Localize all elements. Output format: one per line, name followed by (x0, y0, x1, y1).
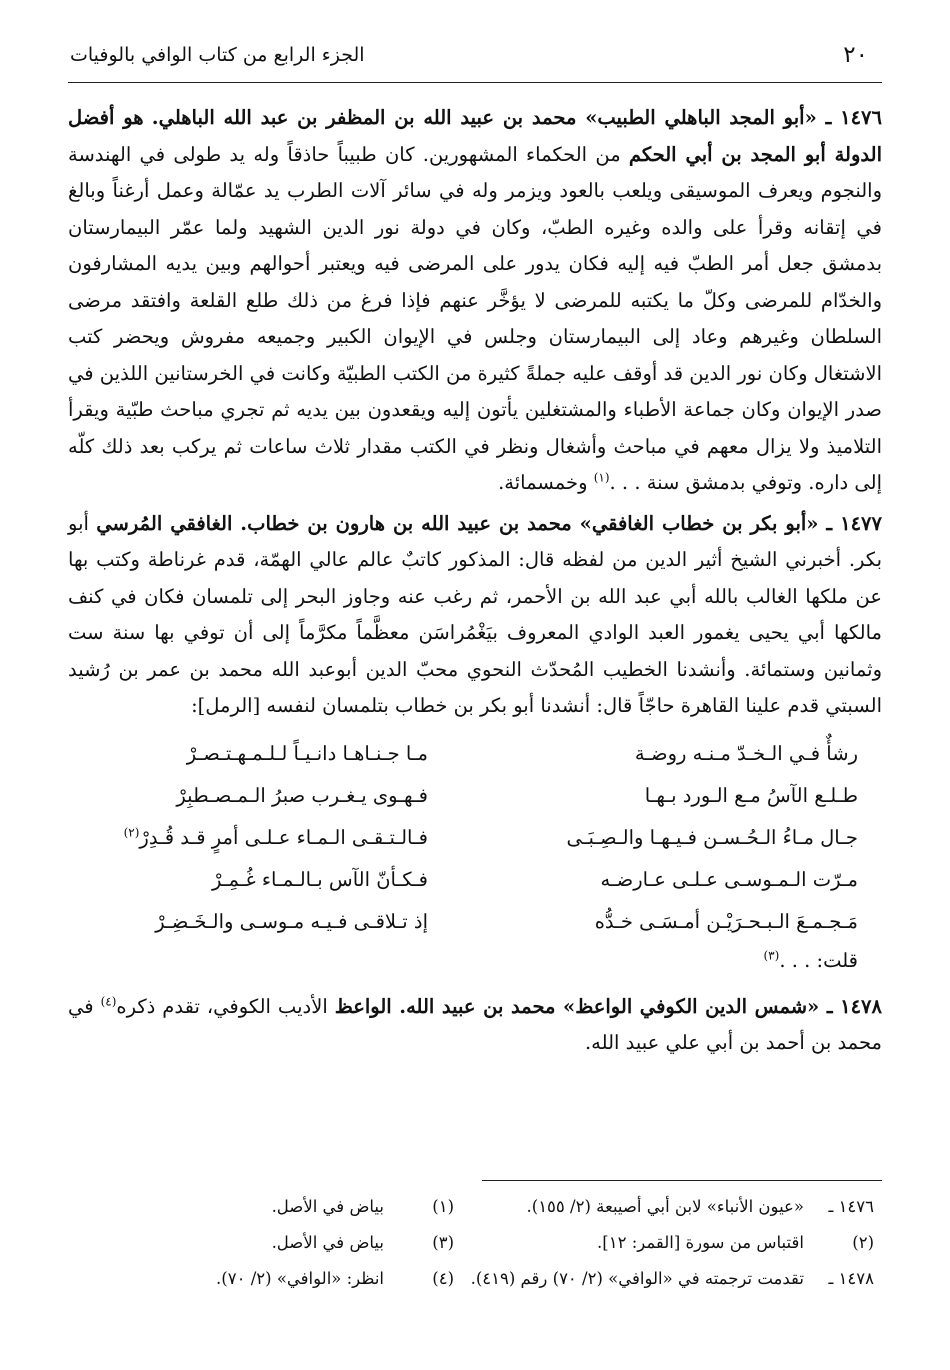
verse (68, 817, 882, 859)
footnote-text: تقدمت ترجمته في «الوافي» (٢/ ٧٠) رقم (٤١٩). (470, 1268, 804, 1288)
footnote (462, 1233, 882, 1252)
page-body (68, 100, 882, 1062)
footnotes (68, 1188, 882, 1296)
footnote (68, 1233, 462, 1252)
verse (68, 901, 882, 943)
footnote-text: انظر: «الوافي» (٢/ ٧٠). (216, 1268, 384, 1288)
poem (68, 733, 882, 979)
footnote-separator (482, 1180, 882, 1181)
footnote-number: (١) (432, 1196, 454, 1216)
page-header (68, 38, 882, 83)
hemistich-text: فـالـتـقـى الـمـاء عـلـى أمرٍ قـد قُـدِرْ (139, 826, 428, 849)
entry-bold-text: هو أفضل الدولة أبو المجد بن أبي الحكم (68, 106, 882, 166)
entry-text-end: وخمسمائة. (498, 471, 588, 494)
verse-first-hemistich: جـال مـاءُ الـحُـسـن فـيـهـا والـصِـبَـى (566, 826, 858, 849)
entry-1476 (68, 100, 882, 502)
footnote-row (68, 1260, 882, 1296)
entry-text-end: في محمد بن أحمد بن أبي علي عبيد الله. (68, 994, 882, 1054)
footnote-number: (٢) (852, 1232, 874, 1252)
verse (68, 733, 882, 775)
footnote (68, 1197, 462, 1216)
entry-1477 (68, 506, 882, 725)
verse-first-hemistich: طـلـع الآسُ مـع الـورد بـهـا (644, 784, 858, 807)
entry-heading: ١٤٧٨ ـ «شمس الدين الكوفي الواعظ» محمد بن عبيد الله. الواعظ (334, 994, 882, 1018)
running-title: الجزء الرابع من كتاب الوافي بالوفيات (70, 44, 365, 66)
footnote-number: ١٤٧٨ ـ (828, 1268, 874, 1288)
entry-heading: ١٤٧٦ ـ «أبو المجد الباهلي الطبيب» محمد بن عبيد الله بن المظفر بن عبد الله الباهلي. (151, 106, 882, 129)
verse-second-hemistich: فـكـأنّ الآس بـالـمـاء غُـمِـرْ (212, 868, 428, 891)
footnote-text: بياض في الأصل. (271, 1232, 384, 1252)
entry-1478 (68, 989, 882, 1062)
entry-text: أبو بكر. أخبرني الشيخ أثير الدين من لفظه قال: المذكور كاتبٌ عالم عالي الهمّة، قدم غرناطة وكتب بها عن ملكها الغالب بالله أبي عبد الله بن الأحمر، ثم رغب عنه وجاوز البحر إلى تلمسان فكان في كنف مالكها أبي يحيى يغمور العبد الوادي المعروف بيَغْمُراسَن معظَّماً مكرَّماً إلى أن توفي بها سنة ست وثمانين وستمائة. وأنشدنا الخطيب المُحدّث النحوي محبّ الدين أبوعبد الله محمد بن عمر بن رُشيد السبتي قدم علينا القاهرة حاجّاً قال: أنشدنا أبو بكر بن خطاب بتلمسان لنفسه [الرمل]: (68, 511, 882, 717)
entry-heading: ١٤٧٧ ـ «أبو بكر بن خطاب الغافقي» محمد بن عبيد الله بن هارون بن خطاب. الغافقي المُرسي (96, 511, 882, 535)
footnote-row (68, 1224, 882, 1260)
footnote (68, 1269, 462, 1288)
footnote-number: ١٤٧٦ ـ (828, 1196, 874, 1216)
footnote-row (68, 1188, 882, 1224)
footnote-number: (٤) (432, 1268, 454, 1288)
qult-text: قلت: . . . (779, 948, 858, 972)
footnote-ref: (٢) (123, 825, 140, 840)
footnote-ref: (٣) (763, 948, 780, 962)
verse (68, 859, 882, 901)
verse-second-hemistich: مـا جـنـاهـا دانـيـاً لـلـمـهـتـصـرْ (186, 742, 428, 765)
qult-line (68, 943, 882, 979)
verse-second-hemistich (68, 826, 498, 849)
page-number: ٢٠ (843, 42, 868, 68)
verse-first-hemistich: مـرّت الـمـوسـى عـلـى عـارضـه (600, 868, 858, 891)
footnote-ref: (٤) (100, 994, 117, 1008)
verse (68, 775, 882, 817)
footnote-text: «عيون الأنباء» لابن أبي أصيبعة (٢/ ١٥٥). (526, 1196, 804, 1216)
verse-second-hemistich: إذ تـلاقـى فـيـه مـوسـى والـخَـضِـرْ (155, 910, 428, 933)
footnote-text: بياض في الأصل. (271, 1196, 384, 1216)
entry-text: من الحكماء المشهورين. كان طبيباً حاذقاً وله يد طولى في الهندسة والنجوم ويعرف الموسيقى ويلعب بالعود ويزمر وله في سائر آلات الطرب يد عمّالة وعمل أرغناً وبالغ في إتقانه وقرأ على والده وغيره الطبّ، وكان في دولة نور الدين الشهيد ولما عمّر البيمارستان بدمشق جعل أمر الطبّ فيه إليه فكان يدور على المرضى فيه ويعتبر أحوالهم وبين يديه المشارفون والخدّام للمرضى وكلّ ما يكتبه للمرضى لا يؤخَّر عنهم فإذا فرغ من ذلك طلع القلعة وافتقد مرضى السلطان وغيرهم وعاد إلى البيمارستان وجلس في الإيوان الكبير وجميعه مفروش ويحضر كتب الاشتغال وكان نور الدين قد أوقف عليه جملةً كثيرة من الكتب الطبيّة وكانت في الخرستانين اللذين في صدر الإيوان وكان جماعة الأطباء والمشتغلين يأتون إليه ويقعدون بين يديه ثم تجري مباحث طبّية ويقرأ التلاميذ ولا يزال معهم في مباحث وأشغال ونظر في الكتب مقدار ثلاث ساعات ثم يركب بعد ذلك كلّه إلى داره. وتوفي بدمشق سنة . . . (68, 142, 882, 494)
entry-text: الأديب الكوفي، تقدم ذكره (116, 994, 328, 1018)
footnote (462, 1197, 882, 1216)
footnote (462, 1269, 882, 1288)
verse-first-hemistich: رشأٌ فـي الـخـدّ مـنـه روضـة (634, 742, 858, 765)
verse-second-hemistich: فـهـوى يـغـرب صبرُ الـمـصـطبِرْ (176, 784, 428, 807)
footnote-text: اقتباس من سورة [القمر: ١٢]. (597, 1232, 804, 1252)
verse-first-hemistich: مَـجـمـعَ الـبـحـرَيْـن أمـسَـى خـدُّه (594, 910, 858, 933)
footnote-ref: (١) (593, 470, 610, 485)
footnote-number: (٣) (432, 1232, 454, 1252)
